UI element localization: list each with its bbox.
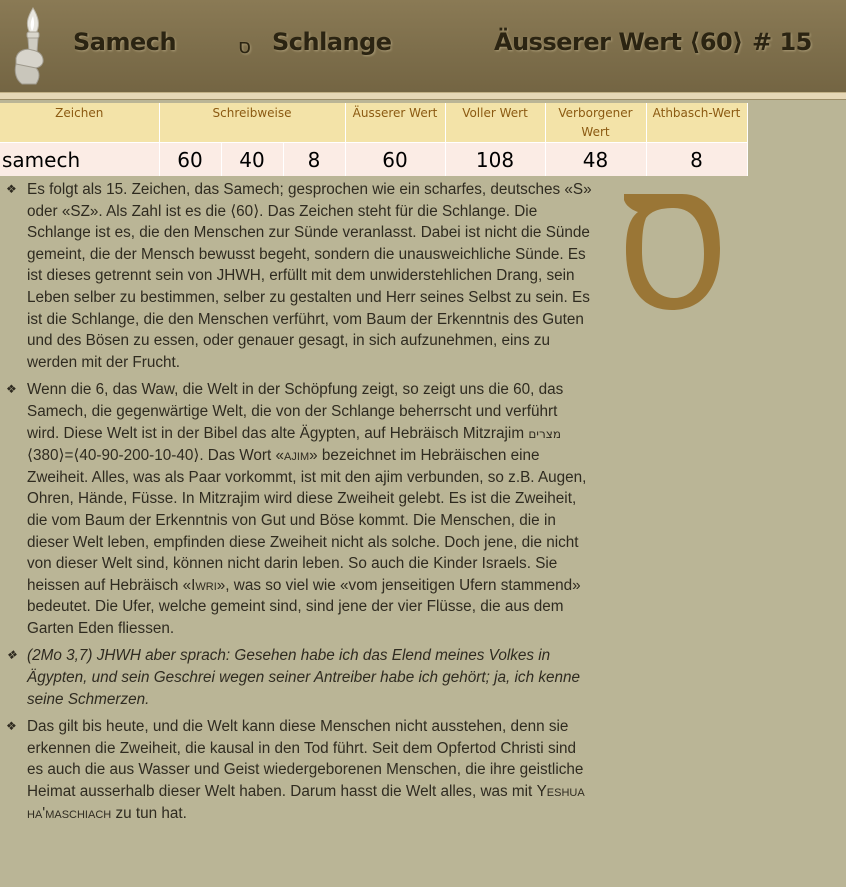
paragraph-4-text-a: Das gilt bis heute, und die Welt kann diese Menschen nicht ausstehen, denn sie erkennen die Zweiheit, die kausal in den Tod führt. Seit dem Opfertod Christi sind es auch die aus Wasser und Geist wiedergeborenen Menschen, die ihre geistliche Heimat ausserhalb dieser Welt haben. Darum hasst die Welt alles, was mit [27,718,584,801]
diamond-bullet-icon: ❖ [6,382,17,397]
header-zeichen: Zeichen [0,103,159,143]
header-hidden-value: Verborgener Wert [545,103,646,143]
cell-spelling-2: 40 [221,143,283,177]
header-schreibweise: Schreibweise [159,103,345,143]
letter-meaning: Schlange [272,28,392,56]
cell-hidden-value: 48 [545,143,646,177]
value-table [0,103,748,176]
header-outer-value: Äusserer Wert [345,103,445,143]
samech-letter-illustration [618,178,724,318]
paragraph-1-text: Es folgt als 15. Zeichen, das Samech; gesprochen wie ein scharfes, deutsches «S» oder «SZ». Als Zahl ist es die ⟨60⟩. Das Zeichen steht für die Schlange. Die Schlange ist es, die den Menschen zur Sünde veranlasst. Dabei ist nicht die Sünde gemeint, die der Mensch bewusst begeht, sondern die unausweichliche Sünde. Es ist dieses getrennt sein von JHWH, erfüllt mit dem unwiderstehlichen Drang, sein Leben selber zu bestimmen, selber zu gestalten und Herr seines Selbst zu sein. Es ist die Schlange, die den Menschen verführt, vom Baum der Erkenntnis des Guten und des Bösen zu essen, oder genauer gesagt, in sich aufzunehmen, eins zu werden mit der Frucht. [27,181,592,371]
header-athbash-value: Athbasch-Wert [646,103,747,143]
table-header-row [0,103,747,143]
term-ajim: ajim [284,447,310,465]
paragraph-3-text: (2Mo 3,7) JHWH aber sprach: Gesehen habe ich das Elend meines Volkes in Ägypten, und sein Geschrei wegen seiner Antreiber habe ich gehört; ja, ich kenne seine Schmerzen. [27,647,581,708]
header-full-value: Voller Wert [445,103,545,143]
paragraph-4 [6,716,592,824]
torch-icon [10,6,56,86]
letter-glyph: ס [238,34,251,58]
cell-athbash-value: 8 [646,143,747,177]
header-divider [0,92,846,100]
paragraph-2 [6,379,592,639]
paragraph-4-text-b: zu tun hat. [115,804,187,822]
letter-name: Samech [73,28,177,56]
diamond-bullet-icon: ❖ [6,719,17,734]
term-iwri: Iwri [191,576,217,594]
paragraph-2-text-a: Wenn die 6, das Waw, die Welt in der Schöpfung zeigt, so zeigt uns die 60, das Samech, die gegenwärtige Welt, die von der Schlange beherrscht und verführt wird. Diese Welt ist in der Bibel das alte Ägypten, auf Hebräisch Mitzrajim [27,381,564,442]
paragraph-3-scripture [6,645,592,710]
paragraph-2-text-c: » bezeichnet im Hebräischen eine Zweiheit. Alles, was als Paar vorkommt, ist mit den ajim verbunden, so z.B. Augen, Ohren, Hände, Füsse. In Mitzrajim wird diese Zweiheit gelebt. Es ist die Zweiheit, die vom Baum der Erkenntnis von Gut und Böse kommt. Die Menschen, die in dieser Welt leben, empfinden diese Zweiheit nicht als solche. Doch jene, die nicht von dieser Welt sind, können nicht darin leben. So auch die Kinder Israels. Sie heissen auf Hebräisch « [27,447,587,594]
cell-name: samech [0,143,159,177]
term-yeshua: Yeshua ha'maschiach [27,783,585,822]
page-header [0,0,846,92]
cell-outer-value: 60 [345,143,445,177]
table-row [0,143,747,177]
cell-spelling-3: 8 [283,143,345,177]
letter-number: # 15 [752,28,812,56]
paragraph-1 [6,179,592,373]
outer-value-label: Äusserer Wert ⟨60⟩ [494,28,743,56]
diamond-bullet-icon: ❖ [6,182,17,196]
cell-spelling-1: 60 [159,143,221,177]
paragraph-2-text-d: », was so viel wie «vom jenseitigen Ufern stammend» bedeutet. Die Ufer, welche gemeint sind, sind jene der vier Flüsse, die aus dem Garten Eden fliessen. [27,576,581,637]
hebrew-mitzrajim: מצרים [528,426,562,441]
cell-full-value: 108 [445,143,545,177]
diamond-bullet-icon: ❖ [6,648,17,663]
article-body [6,179,592,830]
paragraph-2-text-b: ⟨40-90-200-10-40⟩=⟨380⟩. Das Wort « [27,447,285,465]
